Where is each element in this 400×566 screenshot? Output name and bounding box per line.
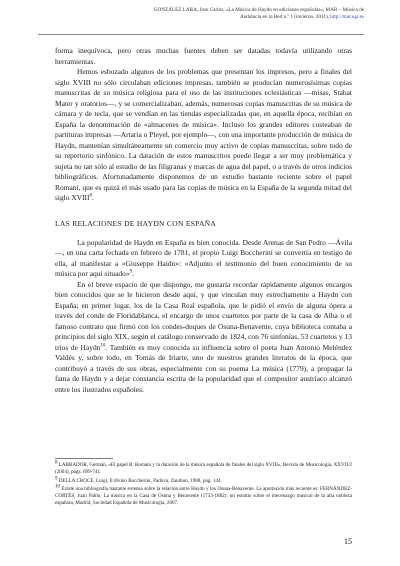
footnote-ref-9[interactable]: 9: [129, 269, 133, 275]
section-heading: LAS RELACIONES DE HAYDN CON ESPAÑA: [55, 218, 217, 228]
footnote-text: DELLA CROCE, Luigi, Il divino Boccherini, Padova, Zanibon, 1988, pág. 144.: [58, 477, 222, 484]
paragraph-3: La popularidad de Haydn en España es bien conocida. Desde Arenas de San Pedro —Ávila—, en una carta fechada en febrero de 1781, el propio Luigi Boccherini se convertía en testigo de ella, al manifestar a «Giuseppe Haidn»: «Adjunto el testimonio del buen conocimiento de su música por aquí situado»$^9$.: [55, 237, 352, 278]
paragraph-2: Hemos esbozado algunos de los problemas que presentan los impresos, pero a finales del siglo XVIII no sólo circulaban ediciones impresas, también se producían numerosísimas copias manuscritas de su música religiosa para el uso de las instituciones eclesiásticas —misas, Stabat Mater y oratorios—, y se comercializaban, además, numerosas copias manuscritas de su música de cámara y de tecla, que se vendían en las tiendas especializadas que, en aquella época, recibían en España la denominación de «almacenes de música». Incluso los grandes editores costeaban de partituras impresas —Artaria o Pleyel, por ejemplo—, con una importante producción de música de Haydn, mantenían simultáneamente un comercio muy activo de copias manuscritas, sobre todo de su repertorio sinfónico. La datación de estos manuscritos puede llegar a ser muy problemática y sujeta no tan sólo al estudio de las filigranas y marcas de agua del papel, o a través de otros indicios bibliográficos. Afortunadamente disponemos de un estudio bastante reciente sobre el papel Romaní, que es quizá el más usado para las copias de música en la España de la segunda mitad del siglo XVIII$^8$.: [55, 67, 352, 202]
body-text: [55, 46, 352, 395]
header-url-link[interactable]: http://mar.ugr.es: [330, 14, 364, 21]
footnote-8: [55, 462, 352, 476]
footnote-divider: [55, 458, 113, 459]
footnote-text: LABRADOR, Germán, «El papel R. Romaní y la datación de la música española de finales del siglo XVIII», Revista de Musicología, XXVII/2 (2004), págs. 699-741.: [55, 462, 352, 475]
paragraph-4-text: En el breve espacio de que dispongo, me gustaría recordar rápidamente algunos encargos bien conocidos que se le hicieron desde aquí, y que vinculan muy estrechamente a Haydn con España; en primer lugar, los de la Casa Real española, que le pidió el envío de alguna ópera a través del conde de Floridablanca, el encargo de unos cuartetos por parte de la casa de Alba o el famoso contrato que firmó con los condes-duques de Osuna-Benavente, cuya biblioteca contaba a principios del siglo XIX, según el catálogo conservado de 1824, con 76 sinfonías, 53 cuartetos y 13 tríos de Haydn: [55, 279, 352, 352]
paragraph-2-text: Hemos esbozado algunos de los problemas que presentan los impresos, pero a finales del siglo XVIII no sólo circulaban ediciones impresas, también se producían numerosísimas copias manuscritas de su música religiosa para el uso de las instituciones eclesiásticas —misas, Stabat Mater y oratorios—, y se comercializaban, además, numerosas copias manuscritas de su música de cámara y de tecla, que se vendían en las tiendas especializadas que, en aquella época, recibían en España la denominación de «almacenes de música». Incluso los grandes editores costeaban de partituras impresas —Artaria o Pleyel, por ejemplo—, con una importante producción de música de Haydn, mantenían simultáneamente un comercio muy activo de copias manuscritas, sobre todo de su repertorio sinfónico. La datación de estos manuscritos puede llegar a ser muy problemática y sujeta no tan sólo al estudio de las filigranas y marcas de agua del papel, o a través de otros indicios bibliográficos. Afortunadamente disponemos de un estudio bastante reciente sobre el papel Romaní, que es quizá el más usado para las copias de música en la España de la segunda mitad del siglo XVIII: [55, 67, 352, 202]
paragraph-3-text: La popularidad de Haydn en España es bien conocida. Desde Arenas de San Pedro —Ávila—, en una carta fechada en febrero de 1781, el propio Luigi Boccherini se convertía en testigo de ella, al manifestar a «Giuseppe Haidn»: «Adjunto el testimonio del buen conocimiento de su música por aquí situado»: [55, 237, 352, 278]
paragraph-4-tail: . También es muy conocida su influencia sobre el poeta Juan Antonio Meléndez Valdés y, sobre todo, en Tomás de Iriarte, uno de nuestros grandes literatos de la época, que contribuyó a través de sus obras, especialmente con su poema La música (1779), a propagar la fama de Haydn y a dejar constancia escrita de la popularidad que el compositor austríaco alcanzó entre los ilustrados españoles.: [55, 342, 352, 394]
page-number: 15: [344, 537, 352, 546]
footnote-number: 8: [55, 460, 58, 466]
footnote-ref-10[interactable]: 10: [100, 343, 106, 349]
footnote-text: Existe una bibliografía bastante extensa sobre la relación entre Haydn y los Osuna-Benavente. La aportación más reciente es: FERNÁNDEZ-CORTÉS, Juan Pablo, La música en la Casa de Osuna y Benavente (1733-1882): un estudio sobre el mecenazgo musical de la alta nobleza española, Madrid, Sociedad Española de Musicología, 2007.: [55, 486, 353, 506]
header-citation-line2: [38, 14, 364, 21]
footnotes: [55, 462, 352, 509]
header-issue: Andalucía en la Red n.º 1 (invierno, 2011),: [239, 14, 329, 21]
footnote-ref-8[interactable]: 8: [89, 193, 92, 199]
header-divider: [38, 34, 364, 35]
footnote-number: 9: [55, 475, 58, 481]
header-citation: GONZÁLEZ LARA, Jose Carlos, «La Música de Haydn en ediciones españolas», MAR – Música de: [153, 7, 364, 13]
paragraph-4: [55, 280, 352, 396]
footnote-number: 10: [55, 484, 60, 490]
footnote-10: [55, 486, 352, 507]
running-header: [38, 7, 364, 33]
footnote-9: [55, 475, 352, 485]
paragraph-1: forma inequívoca, pero otras muchas fuentes deben ser datadas todavía utilizando otras herramientas.: [55, 46, 352, 66]
